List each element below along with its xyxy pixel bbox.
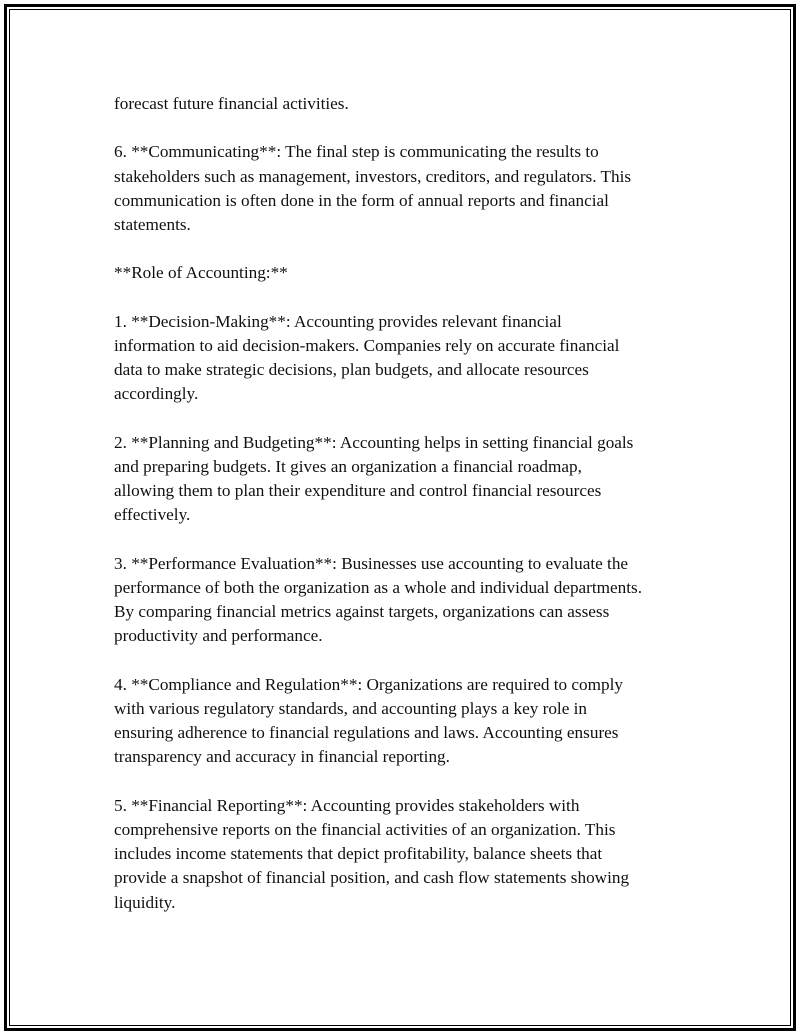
paragraph-forecast-continuation: forecast future financial activities. <box>114 94 349 113</box>
section-heading-role-of-accounting: **Role of Accounting:** <box>114 263 288 283</box>
paragraph-performance-evaluation: 3. **Performance Evaluation**: Businesses use accounting to evaluate the performance of both the organization as a whole and individual departments. By comparing financial metrics against targets, organizations can assess productivity and performance. <box>114 553 643 646</box>
document-body <box>114 92 694 939</box>
paragraph-communicating: 6. **Communicating**: The final step is communicating the results to stakeholders such as management, investors, creditors, and regulators. This communication is often done in the form of annual reports and financial statements. <box>114 142 632 234</box>
paragraph-planning-and-budgeting: 2. **Planning and Budgeting**: Accounting helps in setting financial goals and preparing budgets. It gives an organization a financial roadmap, allowing them to plan their expenditure and control financial resources effectively. <box>114 432 634 525</box>
paragraph-decision-making: 1. **Decision-Making**: Accounting provides relevant financial information to aid decision-makers. Companies rely on accurate financial data to make strategic decisions, plan budgets, and allocate resources accordingly. <box>114 311 620 404</box>
paragraph-compliance-and-regulation: 4. **Compliance and Regulation**: Organizations are required to comply with various regulatory standards, and accounting plays a key role in ensuring adherence to financial regulations and laws. Accounting ensures transparency and accuracy in financial reporting. <box>114 674 623 767</box>
paragraph-financial-reporting: 5. **Financial Reporting**: Accounting provides stakeholders with comprehensive reports on the financial activities of an organization. This includes income statements that depict profitability, balance sheets that provide a snapshot of financial position, and cash flow statements showing liquidity. <box>114 795 630 912</box>
